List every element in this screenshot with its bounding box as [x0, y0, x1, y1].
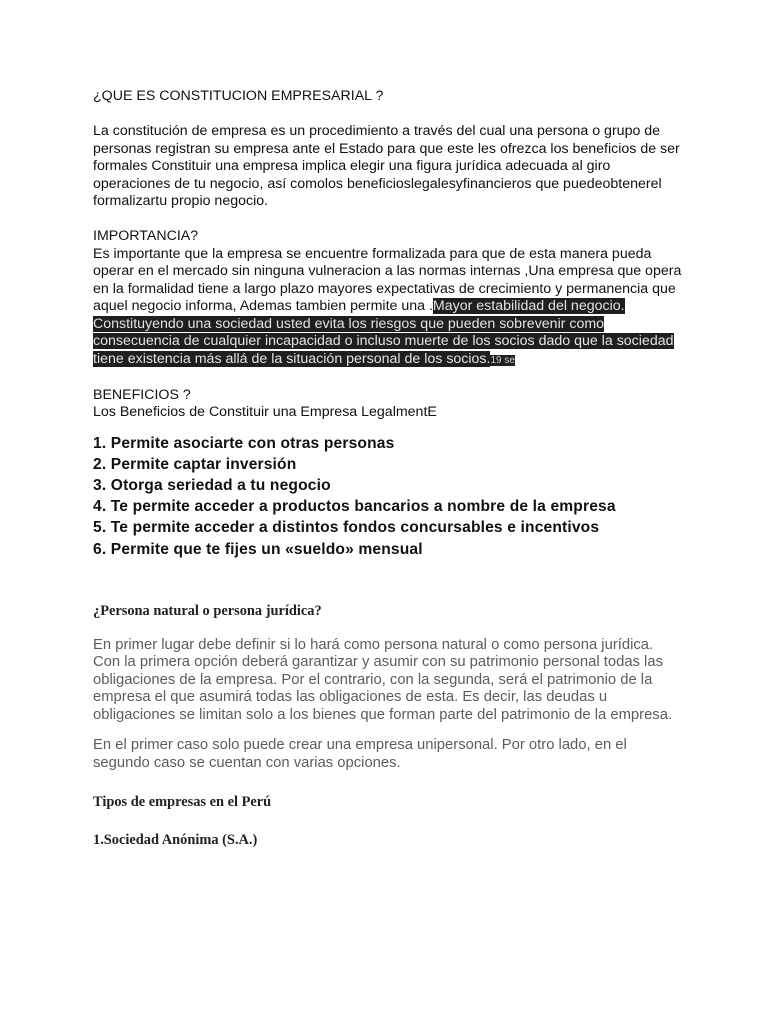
importance-title: IMPORTANCIA?	[93, 228, 199, 244]
document-heading: ¿QUE ES CONSTITUCION EMPRESARIAL ?	[93, 88, 384, 104]
benefits-list	[93, 433, 683, 560]
persona-paragraph-2: En el primer caso solo puede crear una empresa unipersonal. Por otro lado, en el segundo caso se cuentan con varias opciones.	[93, 737, 627, 771]
importance-text: Es importante que la empresa se encuentre formalizada para que de esta manera pueda operar en el mercado sin ninguna vulneracion a las normas internas ,Una empresa que opera en la formalidad tiene a largo plazo mayores expectativas de crecimiento y permanencia que aquel negocio informa, Ademas tambien permite una .	[93, 245, 682, 314]
benefit-item: 5. Te permite acceder a distintos fondos concursables e incentivos	[93, 519, 600, 537]
benefits-subtitle: Los Beneficios de Constituir una Empresa LegalmentE	[93, 404, 437, 420]
intro-paragraph: La constitución de empresa es un procedimiento a través del cual una persona o grupo de personas registran su empresa ante el Estado para que este les ofrezca los beneficios de ser formales Constituir una empresa implica elegir una figura jurídica adecuada al giro operaciones de tu negocio, así comolos beneficioslegalesyfinancieros que puedeobtenerel formalizartu propio negocio.	[93, 123, 680, 209]
persona-title: ¿Persona natural o persona jurídica?	[93, 602, 322, 619]
benefit-item: 3. Otorga seriedad a tu negocio	[93, 476, 331, 494]
persona-paragraph-1: En primer lugar debe definir si lo hará como persona natural o como persona jurídica. Con la primera opción deberá garantizar y asumir con su patrimonio personal todas las obligaciones de la empresa. Por el contrario, con la segunda, será el patrimonio de la empresa el que asumirá todas las obligaciones de esta. Es decir, las deudas u obligaciones se limitan solo a los bienes que forman parte del patrimonio de la empresa.	[93, 636, 673, 723]
footnote-marker: 19 se	[490, 354, 515, 366]
benefit-item: 4. Te permite acceder a productos bancarios a nombre de la empresa	[93, 498, 616, 516]
benefits-title: BENEFICIOS ?	[93, 386, 191, 403]
types-first-item: 1.Sociedad Anónima (S.A.)	[93, 832, 258, 849]
types-title: Tipos de empresas en el Perú	[93, 794, 272, 811]
highlighted-text: Mayor estabilidad del negocio. Constituyendo una sociedad usted evita los riesgos que pueden sobrevenir como consecuencia de cualquier incapacidad o incluso muerte de los socios dado que la sociedad tiene existencia más allá de la situación personal de los socios.	[93, 298, 674, 367]
document-page	[93, 88, 683, 849]
benefit-item: 1. Permite asociarte con otras personas	[93, 434, 395, 452]
importance-paragraph	[93, 246, 683, 370]
benefit-item: 6. Permite que te fijes un «sueldo» mensual	[93, 540, 423, 558]
benefit-item: 2. Permite captar inversión	[93, 455, 297, 473]
